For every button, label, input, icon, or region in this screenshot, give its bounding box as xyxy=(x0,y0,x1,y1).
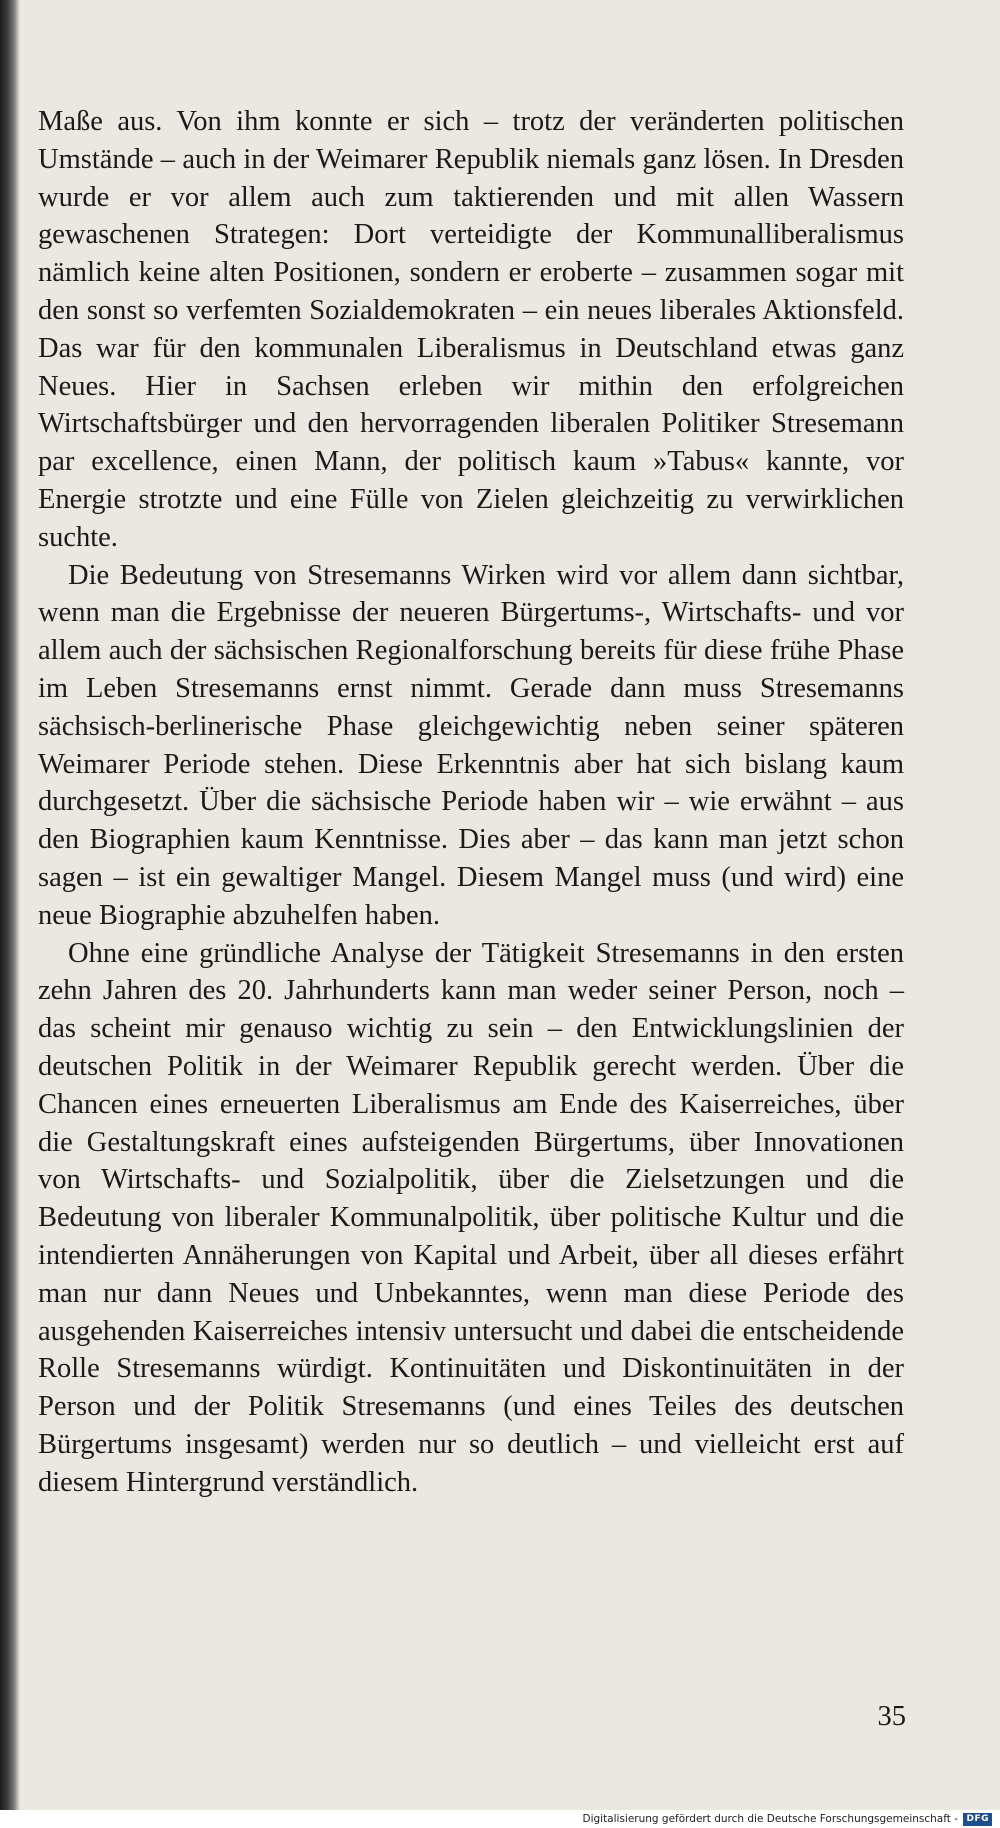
paragraph-1: Maße aus. Von ihm konnte er sich – trotz der veränderten politischen Umstände – auch in der Weimarer Republik niemals ganz lösen. In Dresden wurde er vor allem auch zum taktierenden und mit allen Wassern gewaschenen Strategen: Dort verteidigte der Kommunalliberalismus nämlich keine alten Positionen, sondern er eroberte – zusammen sogar mit den sonst so verfemten Sozialdemokraten – ein neues liberales Aktionsfeld. Das war für den kommunalen Liberalismus in Deutschland etwas ganz Neues. Hier in Sachsen erleben wir mithin den erfolgreichen Wirtschaftsbürger und den hervorragenden liberalen Politiker Stresemann par excellence, einen Mann, der politisch kaum »Tabus« kannte, vor Energie strotzte und eine Fülle von Zielen gleichzeitig zu verwirklichen suchte. xyxy=(38,106,904,553)
funding-credit: Digitalisierung gefördert durch die Deutsche Forschungsgemeinschaft - xyxy=(582,1813,958,1825)
paragraph-3: Ohne eine gründliche Analyse der Tätigkeit Stresemanns in den ersten zehn Jahren des 20. Jahrhunderts kann man weder seiner Person, noch – das scheint mir genauso wichtig zu sein – den Entwicklungslinien der deutschen Politik in der Weimarer Republik gerecht werden. Über die Chancen eines erneuerten Liberalismus am Ende des Kaiserreiches, über die Gestaltungskraft eines aufsteigenden Bürgertums, über Innovationen von Wirtschafts- und Sozialpolitik, über die Zielsetzungen und die Bedeutung von liberaler Kommunalpolitik, über politische Kultur und die intendierten Annäherungen von Kapital und Arbeit, über all dieses erfährt man nur dann Neues und Unbekanntes, wenn man diese Periode des ausgehenden Kaiserreiches intensiv untersucht und dabei die entscheidende Rolle Stresemanns würdigt. Kontinuitäten und Diskontinuitäten in der Person und der Politik Stresemanns (und eines Teiles des deutschen Bürgertums insgesamt) werden nur so deutlich – und vielleicht erst auf diesem Hintergrund verständlich. xyxy=(38,937,904,1498)
binding-shadow xyxy=(0,0,20,1828)
body-text xyxy=(38,103,904,1501)
page-number: 35 xyxy=(877,1701,906,1732)
paragraph-2: Die Bedeutung von Stresemanns Wirken wird vor allem dann sichtbar, wenn man die Ergebnisse der neueren Bürgertums-, Wirtschafts- und vor allem auch der sächsischen Regionalforschung bereits für diese frühe Phase im Leben Stresemanns ernst nimmt. Gerade dann muss Stresemanns sächsisch-berlinerische Phase gleichgewichtig neben seiner späteren Weimarer Periode stehen. Diese Erkenntnis aber hat sich bislang kaum durchgesetzt. Über die sächsische Periode haben wir – wie erwähnt – aus den Biographien kaum Kenntnisse. Dies aber – das kann man jetzt schon sagen – ist ein gewaltiger Mangel. Diesem Mangel muss (und wird) eine neue Biographie abzuhelfen haben. xyxy=(38,559,904,931)
digitization-footer xyxy=(0,1810,1000,1828)
dfg-logo-icon: DFG xyxy=(963,1813,992,1826)
